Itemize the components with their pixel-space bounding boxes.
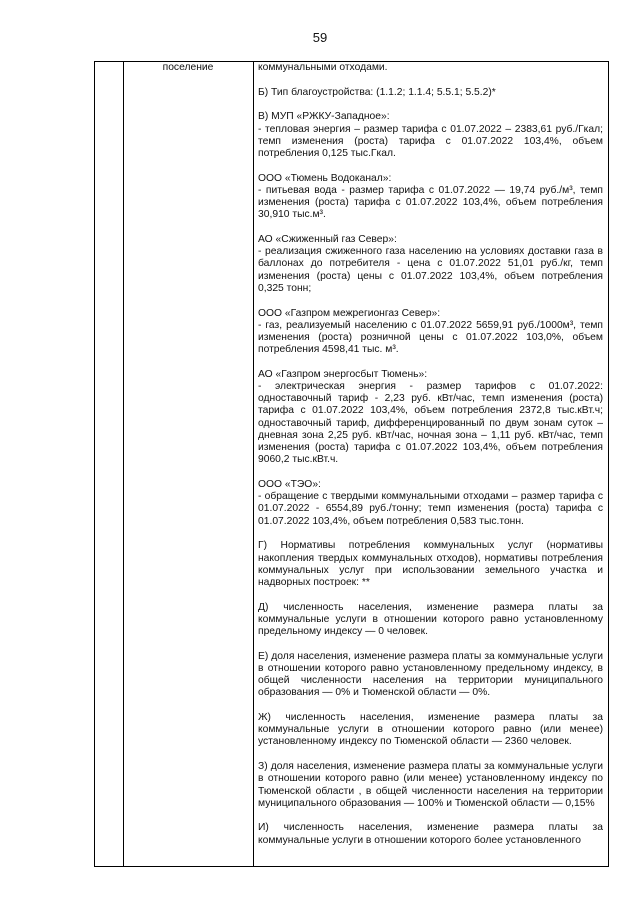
- paragraph-line: ООО «Газпром межрегионгаз Север»:: [258, 307, 441, 319]
- paragraph-line: - газ, реализуемый населению с 01.07.2022 5659,91 руб./1000м³, темп изменения (роста) розничной цены с 01.07.2022 103,0%, объем потребления 4598,41 тыс. м³.: [258, 319, 603, 356]
- paragraph-line: З) доля населения, изменение размера платы за коммунальные услуги в отношении которого равно (или менее) установленному индексу по Тюменской области , в общей численности населения на территории муниципального образования — 100% и Тюменской области — 0,15%: [258, 761, 603, 809]
- paragraph-line: АО «Газпром энергосбыт Тюмень»:: [258, 368, 428, 380]
- paragraph-line: АО «Сжиженный газ Север»:: [258, 234, 397, 246]
- description-paragraph: [258, 479, 603, 528]
- paragraph-line: - питьевая вода - размер тарифа с 01.07.2022 — 19,74 руб./м³, темп изменения (роста) тарифа с 01.07.2022 103,4%, объем потребления 30,910 тыс.м³.: [258, 184, 603, 221]
- description-paragraph: [258, 822, 603, 846]
- description-paragraph: [258, 651, 603, 700]
- description-paragraph: [258, 111, 603, 160]
- paragraph-line: Ж) численность населения, изменение размера платы за коммунальные услуги в отношении которого равно (или менее) установленному индексу по Тюменской области — 2360 человек.: [258, 712, 603, 748]
- description-paragraph: [258, 369, 603, 467]
- paragraph-line: - обращение с твердыми коммунальными отходами – размер тарифа с 01.07.2022 - 6554,89 руб./тонну; темп изменения (роста) тарифа с 01.07.2022 103,4%, объем потребления 0,583 тыс.тонн.: [258, 491, 603, 527]
- description-paragraph: [258, 761, 603, 810]
- description-paragraph: [258, 602, 603, 639]
- page-number: 59: [312, 30, 328, 45]
- paragraph-line: Д) численность населения, изменение размера платы за коммунальные услуги в отношении которого равно установленному предельному индексу — 0 человек.: [258, 601, 603, 638]
- description-paragraph: [258, 234, 603, 295]
- paragraph-line: коммунальными отходами.: [258, 62, 388, 73]
- table-cell-index: [95, 62, 124, 866]
- paragraph-line: - тепловая энергия – размер тарифа с 01.07.2022 – 2383,61 руб./Гкал; темп изменения (роста) тарифа с 01.07.2022 103,4%, объем потребления 0,125 тыс.Гкал.: [258, 123, 603, 160]
- table-cell-category: [123, 62, 254, 866]
- paragraph-line: - электрическая энергия - размер тарифов с 01.07.2022: одноставочный тариф - 2,23 руб. кВт/час, темп изменения (роста) тарифа с 01.07.2022 103,4%, объем потребления 2372,8 тыс.кВт.ч; одноставочный тариф, дифференцированный по двум зонам суток – дневная зона 2,25 руб. кВт/час, ночная зона – 1,11 руб. кВт/час, темп изменения (роста) тарифа с 01.07.2022 103,4%, объем потребления 9060,2 тыс.кВт.ч.: [258, 381, 603, 466]
- table-row: [94, 61, 609, 867]
- paragraph-line: Е) доля населения, изменение размера платы за коммунальные услуги в отношении которого равно установленному предельному индексу, в общей численности населения на территории муниципального образования — 0% и Тюменской области — 0%.: [258, 650, 603, 699]
- paragraph-line: Г) Нормативы потребления коммунальных услуг (нормативы накопления твердых коммунальных отходов), нормативы потребления коммунальных услуг при использовании земельного участка и надворных построек: **: [258, 540, 603, 588]
- paragraph-line: ООО «ТЭО»:: [258, 478, 321, 490]
- description-paragraph: [258, 540, 603, 589]
- paragraph-line: ООО «Тюмень Водоканал»:: [258, 172, 392, 184]
- description-paragraph: [258, 712, 603, 749]
- description-paragraph: [258, 308, 603, 357]
- description-paragraph: [258, 173, 603, 222]
- table-cell-description: [254, 62, 603, 866]
- paragraph-line: В) МУП «РЖКУ-Западное»:: [258, 111, 390, 123]
- description-paragraph: [258, 62, 603, 74]
- paragraph-line: Б) Тип благоустройства: (1.1.2; 1.1.4; 5.5.1; 5.5.2)*: [258, 86, 496, 98]
- category-text: поселение: [162, 62, 214, 73]
- paragraph-line: - реализация сжиженного газа населению на условиях доставки газа в баллонах до потребителя - цена с 01.07.2022 51,01 руб./кг, темп изменения (роста) цены с 01.07.2022 103,4%, объем потребления 0,325 тонн;: [258, 246, 603, 294]
- description-paragraph: [258, 87, 603, 99]
- paragraph-line: И) численность населения, изменение размера платы за коммунальные услуги в отношении которого более установленного: [258, 822, 603, 846]
